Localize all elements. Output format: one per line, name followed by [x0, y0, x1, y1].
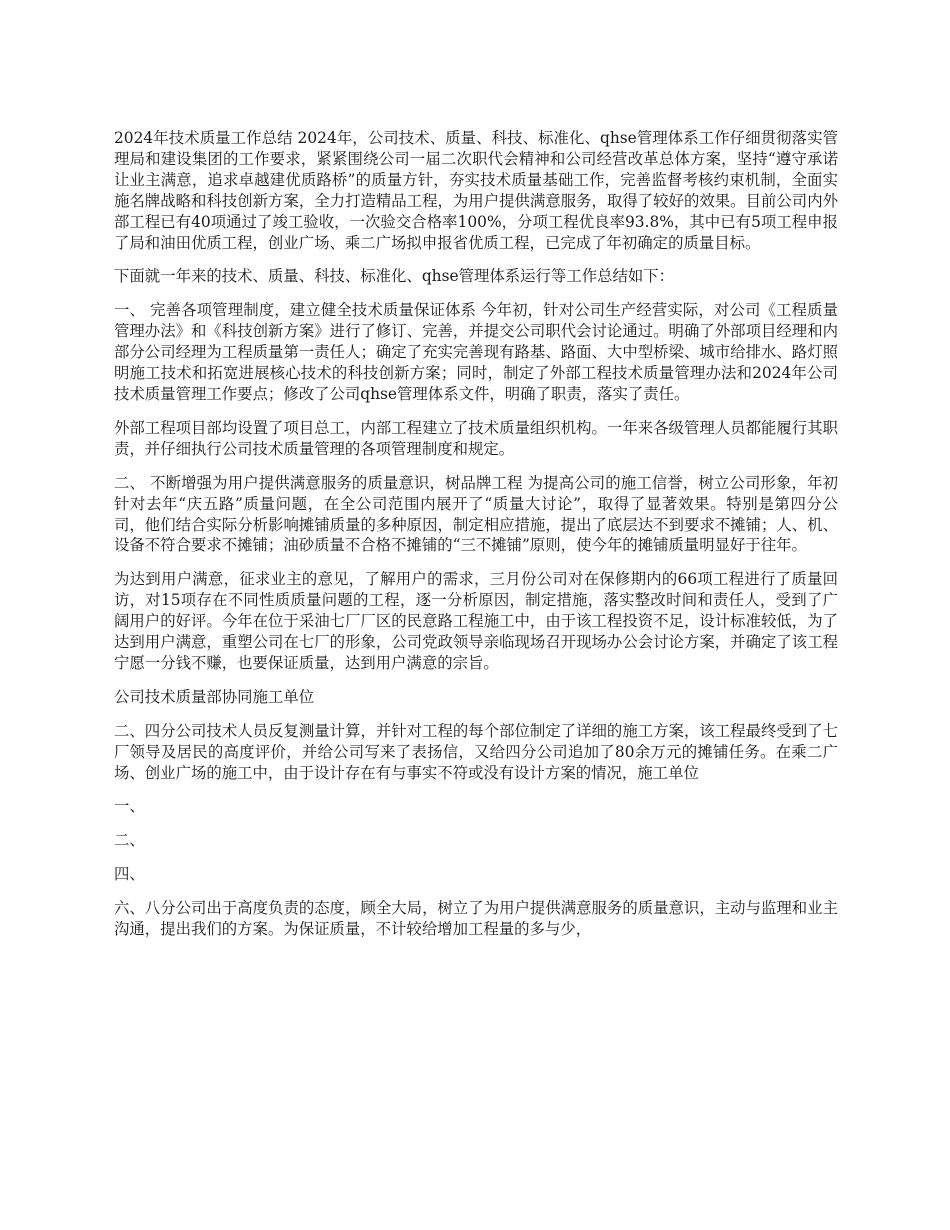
- paragraph-item-four: 四、: [114, 865, 145, 884]
- paragraph-item-two: 二、: [114, 831, 145, 850]
- paragraph-project-organization: 外部工程项目部均设置了项目总工，内部工程建立了技术质量组织机构。一年来各级管理人员都能履行其职责，并仔细执行公司技术质量管理的各项管理制度和规定。: [114, 418, 838, 458]
- paragraph-quality-department: 公司技术质量部协同施工单位: [114, 687, 315, 706]
- paragraph-overview: 下面就一年来的技术、质量、科技、标准化、qhse管理体系运行等工作总结如下：: [114, 267, 675, 286]
- paragraph-summary-intro: 2024年技术质量工作总结 2024年，公司技术、质量、科技、标准化、qhse管理体系工作仔细贯彻落实管理局和建设集团的工作要求，紧紧围绕公司一届二次职代会精神和公司经营改革总体方案，坚持“遵守承诺让业主满意，追求卓越建优质路桥”的质量方针，夯实技术质量基础工作，完善监督考核约束机制，全面实施名牌战略和科技创新方案，全力打造精品工程，为用户提供满意服务，取得了较好的效果。目前公司内外部工程已有40项通过了竣工验收，一次验交合格率100%，分项工程优良率93.8%，其中已有5项工程申报了局和油田优质工程，创业广场、乘二广场拟申报省优质工程，已完成了年初确定的质量目标。: [114, 129, 838, 252]
- paragraph-item-six: 六、八分公司出于高度负责的态度，顾全大局，树立了为用户提供满意服务的质量意识，主动与监理和业主沟通，提出我们的方案。为保证质量，不计较给增加工程量的多与少，: [114, 899, 838, 939]
- paragraph-item-one: 一、: [114, 797, 145, 816]
- paragraph-section-two: 二、 不断增强为用户提供满意服务的质量意识，树品牌工程 为提高公司的施工信誉，树立公司形象，年初针对去年“庆五路”质量问题，在全公司范围内展开了“质量大讨论”，取得了显著效果。特别是第四分公司，他们结合实际分析影响摊铺质量的多种原因，制定相应措施，提出了底层达不到要求不摊铺；人、机、设备不符合要求不摊铺；油砂质量不合格不摊铺的“三不摊铺”原则，使今年的摊铺质量明显好于往年。: [114, 473, 838, 555]
- paragraph-branch-four: 二、四分公司技术人员反复测量计算，并针对工程的每个部位制定了详细的施工方案，该工程最终受到了七厂领导及居民的高度评价，并给公司写来了表扬信，又给四分公司追加了80余万元的摊铺任务。在乘二广场、创业广场的施工中，由于设计存在有与事实不符或没有设计方案的情况，施工单位: [114, 721, 838, 782]
- document-body: [114, 128, 838, 953]
- paragraph-user-satisfaction: 为达到用户满意，征求业主的意见，了解用户的需求，三月份公司对在保修期内的66项工程进行了质量回访，对15项存在不同性质质量问题的工程，逐一分析原因，制定措施，落实整改时间和责任人，受到了广阔用户的好评。今年在位于采油七厂厂区的民意路工程施工中，由于该工程投资不足，设计标准较低，为了达到用户满意，重塑公司在七厂的形象，公司党政领导亲临现场召开现场办公会讨论方案，并确定了该工程宁愿一分钱不赚，也要保证质量，达到用户满意的宗旨。: [114, 570, 838, 672]
- paragraph-section-one: 一、 完善各项管理制度，建立健全技术质量保证体系 今年初，针对公司生产经营实际，对公司《工程质量管理办法》和《科技创新方案》进行了修订、完善，并提交公司职代会讨论通过。明确了外部项目经理和内部分公司经理为工程质量第一责任人；确定了充实完善现有路基、路面、大中型桥梁、城市给排水、路灯照明施工技术和拓宽进展核心技术的科技创新方案；同时，制定了外部工程技术质量管理办法和2024年公司技术质量管理工作要点；修改了公司qhse管理体系文件，明确了职责，落实了责任。: [114, 301, 838, 403]
